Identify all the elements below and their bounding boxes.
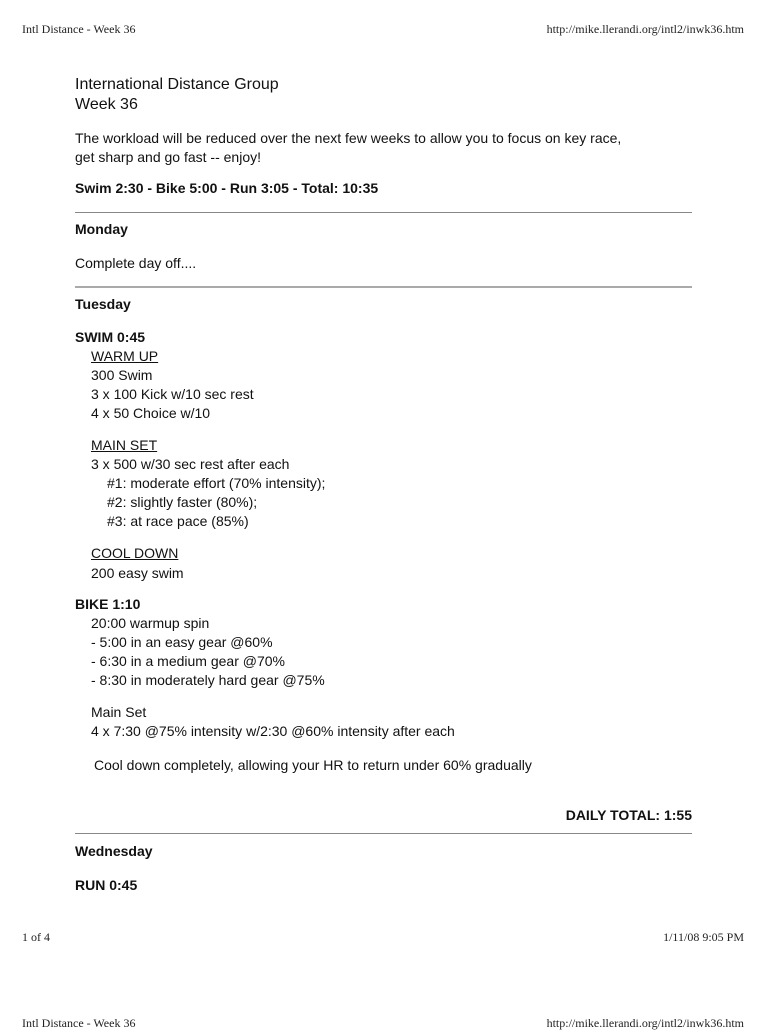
swim-warmup-item: 300 Swim: [91, 367, 153, 383]
day-heading-wednesday: Wednesday: [75, 843, 153, 859]
doc-subtitle: Week 36: [75, 96, 138, 113]
swim-warmup-item: 4 x 50 Choice w/10: [91, 405, 211, 421]
divider: [75, 833, 692, 834]
next-page-header-url: http://mike.llerandi.org/intl2/inwk36.htm: [546, 1016, 744, 1030]
bike-main-label: Main Set: [91, 704, 147, 720]
doc-title: International Distance Group: [75, 76, 279, 93]
daily-total: DAILY TOTAL: 1:55: [565, 807, 692, 823]
print-datetime: 1/11/08 9:05 PM: [663, 930, 744, 944]
next-page-header-title: Intl Distance - Week 36: [22, 1016, 136, 1030]
swim-main-detail: #1: moderate effort (70% intensity);: [107, 475, 326, 491]
bike-heading: BIKE 1:10: [75, 596, 141, 612]
swim-cool-item: 200 easy swim: [91, 565, 184, 581]
divider: [75, 286, 692, 288]
bike-warmup-item: - 8:30 in moderately hard gear @75%: [91, 672, 325, 688]
swim-warmup-item: 3 x 100 Kick w/10 sec rest: [91, 386, 254, 402]
bike-warmup-item: - 6:30 in a medium gear @70%: [91, 653, 285, 669]
weekly-totals: Swim 2:30 - Bike 5:00 - Run 3:05 - Total: 10:35: [75, 180, 379, 196]
swim-main-label: MAIN SET: [91, 437, 158, 453]
bike-cool-down: Cool down completely, allowing your HR to return under 60% gradually: [94, 757, 532, 773]
print-page-number: 1 of 4: [22, 930, 50, 944]
swim-warmup-label: WARM UP: [91, 348, 159, 364]
monday-note: Complete day off....: [75, 255, 197, 271]
bike-warmup-item: - 5:00 in an easy gear @60%: [91, 634, 273, 650]
divider: [75, 212, 692, 213]
print-header-title: Intl Distance - Week 36: [22, 22, 136, 36]
print-header-url: http://mike.llerandi.org/intl2/inwk36.htm: [546, 22, 744, 36]
swim-main-set: 3 x 500 w/30 sec rest after each: [91, 456, 290, 472]
run-heading: RUN 0:45: [75, 877, 138, 893]
intro-line-2: get sharp and go fast -- enjoy!: [75, 149, 261, 165]
intro-line-1: The workload will be reduced over the next few weeks to allow you to focus on key race,: [75, 130, 622, 146]
bike-warmup-item: 20:00 warmup spin: [91, 615, 210, 631]
swim-main-detail: #3: at race pace (85%): [107, 513, 249, 529]
swim-cool-label: COOL DOWN: [91, 545, 179, 561]
swim-main-detail: #2: slightly faster (80%);: [107, 494, 258, 510]
bike-main-set: 4 x 7:30 @75% intensity w/2:30 @60% intensity after each: [91, 723, 455, 739]
swim-heading: SWIM 0:45: [75, 329, 146, 345]
day-heading-tuesday: Tuesday: [75, 296, 131, 312]
day-heading-monday: Monday: [75, 221, 128, 237]
